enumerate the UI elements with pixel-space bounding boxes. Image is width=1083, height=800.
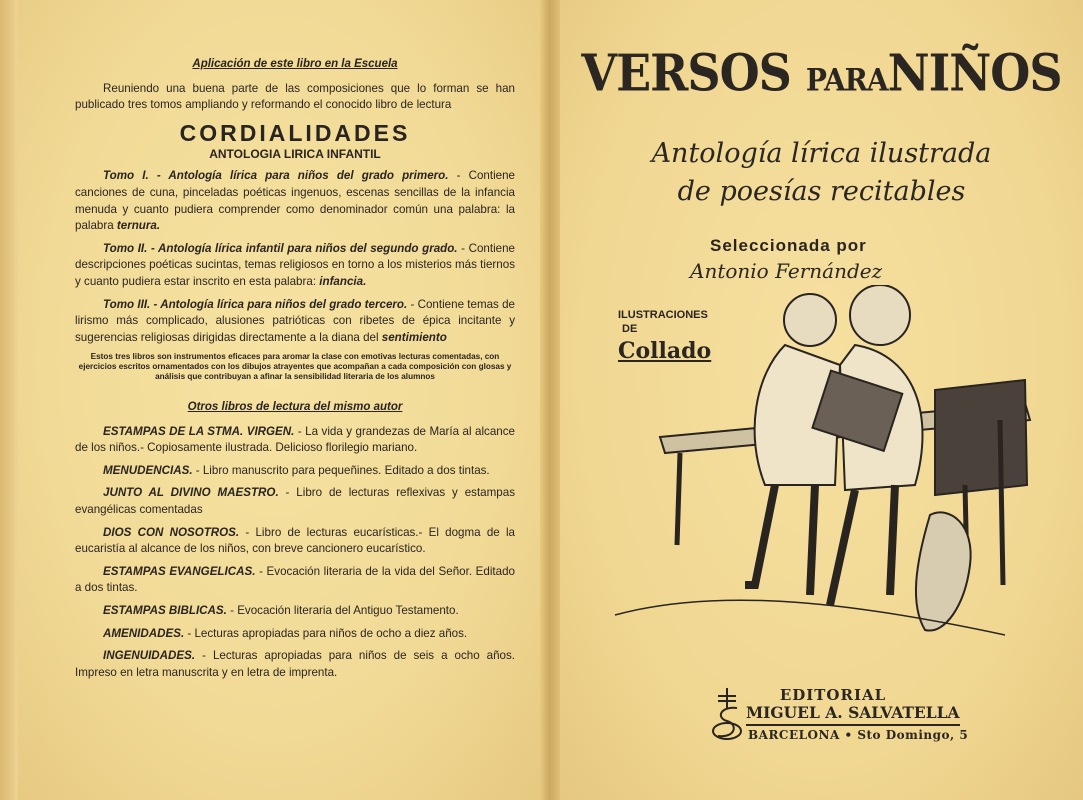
- book-entry: [75, 424, 515, 457]
- book-title: JUNTO AL DIVINO MAESTRO.: [103, 486, 279, 500]
- series-subtitle: ANTOLOGIA LIRICA INFANTIL: [209, 146, 381, 161]
- tomo-title: Tomo I. - Antología lírica para niños del grado primero.: [103, 169, 449, 183]
- author-name: Antonio Fernández: [690, 259, 883, 283]
- selected-by-label: Seleccionada por: [710, 236, 867, 255]
- book-list: [75, 424, 515, 682]
- tomo-text: - Contiene descripciones poéticas sucintas, temas religiosos en torno a los misterios más tiernos y cuanto pudiera estar inscrito en esta palabra:: [75, 241, 515, 288]
- spine: [540, 0, 562, 800]
- intro-paragraph: Reuniendo una buena parte de las composiciones que lo forman se han publicado tres tomos ampliando y reformando el conocido libro de lectura: [75, 81, 515, 112]
- book-entry: [75, 525, 515, 558]
- book-title: INGENUIDADES.: [103, 649, 196, 663]
- tomo-emph: sentimiento: [381, 330, 447, 344]
- child-head: [850, 285, 910, 345]
- tomo-1: [75, 168, 515, 234]
- cover-subtitle-1: Antología lírica ilustrada: [651, 138, 992, 169]
- book-title: AMENIDADES.: [103, 626, 185, 640]
- children-reading-illustration: [605, 285, 1045, 675]
- publisher-logo-icon: [710, 688, 744, 748]
- book-description: - La vida y grandezas de María al alcance de los niños.- Copiosamente ilustrada. Delicioso florilegio mariano.: [75, 424, 515, 455]
- bench-back: [935, 380, 1027, 495]
- tomo-title: Tomo III. - Antología lírica para niños del grado tercero.: [103, 297, 408, 311]
- tomo-emph: infancia.: [319, 274, 367, 288]
- book-description: - Evocación literaria del Antiguo Testamento.: [226, 604, 459, 618]
- book-title: ESTAMPAS DE LA STMA. VIRGEN.: [103, 424, 295, 438]
- illustrator-name: Collado: [618, 338, 712, 364]
- tomo-2: [75, 241, 515, 291]
- book-title: ESTAMPAS EVANGELICAS.: [103, 564, 256, 578]
- title-word: PARA: [805, 62, 888, 99]
- book-title: MENUDENCIAS.: [103, 463, 193, 477]
- book-entry: [75, 463, 515, 480]
- heading-other-books: Otros libros de lectura del mismo autor: [187, 401, 403, 414]
- publisher-label: EDITORIAL: [779, 686, 887, 704]
- book-description: - Lecturas apropiadas para niños de ocho a diez años.: [184, 626, 468, 640]
- book-entry: [75, 564, 515, 597]
- heading-application: Aplicación de este libro en la Escuela: [192, 58, 398, 70]
- series-title: CORDIALIDADES: [179, 119, 411, 146]
- back-cover-text: [75, 56, 515, 687]
- illustrations-line: DE: [622, 323, 638, 335]
- cover-title: [560, 43, 1083, 102]
- note-paragraph: Estos tres libros son instrumentos eficaces para aromar la clase con emotivas lecturas comentadas, con ejercicios escritos ornamentados con los dibujos atrayentes que acompañan a cada composición con glosas y análisis que contribuyan a afinar la sensibilidad literaria de los alumnos: [78, 352, 512, 381]
- book-title: DIOS CON NOSOTROS.: [103, 525, 240, 539]
- front-cover-page: [560, 0, 1083, 800]
- book-description: - Libro de lecturas reflexivas y estampas evangélicas comentadas: [75, 486, 515, 517]
- child-head: [784, 294, 836, 346]
- dog: [916, 512, 971, 630]
- tomo-text: - Contiene temas de lirismo más complicado, alusiones patrióticas con ribetes de épica incitante y sugerencias religiosas dirigidas directamente a la diana del: [75, 297, 516, 344]
- publisher-address: BARCELONA • Sto Domingo, 5: [748, 728, 969, 742]
- tomo-title: Tomo II. - Antología lírica infantil para niños del segundo grado.: [103, 241, 458, 255]
- tomo-3: [75, 297, 515, 347]
- title-word: NIÑOS: [887, 43, 1062, 103]
- tomo-text: - Contiene canciones de cuna, pinceladas poéticas ingenuos, escenas sencillas de la infancia menuda y cuanto pudiera comprender como denominador común una palabra: la palabra: [75, 169, 515, 233]
- book-title: ESTAMPAS BIBLICAS.: [103, 604, 227, 618]
- book-description: - Libro manuscrito para pequeñines. Editado a dos tintas.: [192, 463, 490, 477]
- book-entry: [75, 648, 515, 681]
- title-word: VERSOS: [581, 43, 791, 103]
- cover-subtitle-2: de poesías recitables: [677, 176, 966, 207]
- book-description: - Libro de lecturas eucarísticas.- El dogma de la eucaristía al alcance de los niños, con breve cancionero eucarístico.: [75, 525, 515, 556]
- book-entry: [75, 626, 515, 643]
- book-entry: [75, 485, 515, 518]
- book-entry: [75, 603, 515, 620]
- illustrations-line: ILUSTRACIONES: [618, 309, 708, 321]
- book-description: - Lecturas apropiadas para niños de seis a ocho años. Impreso en letra manuscrita y en letra de imprenta.: [75, 649, 515, 679]
- publisher-name: MIGUEL A. SALVATELLA: [746, 703, 960, 726]
- tomo-emph: ternura.: [116, 219, 161, 233]
- book-description: - Evocación literaria de la vida del Señor. Editado a dos tintas.: [75, 564, 515, 595]
